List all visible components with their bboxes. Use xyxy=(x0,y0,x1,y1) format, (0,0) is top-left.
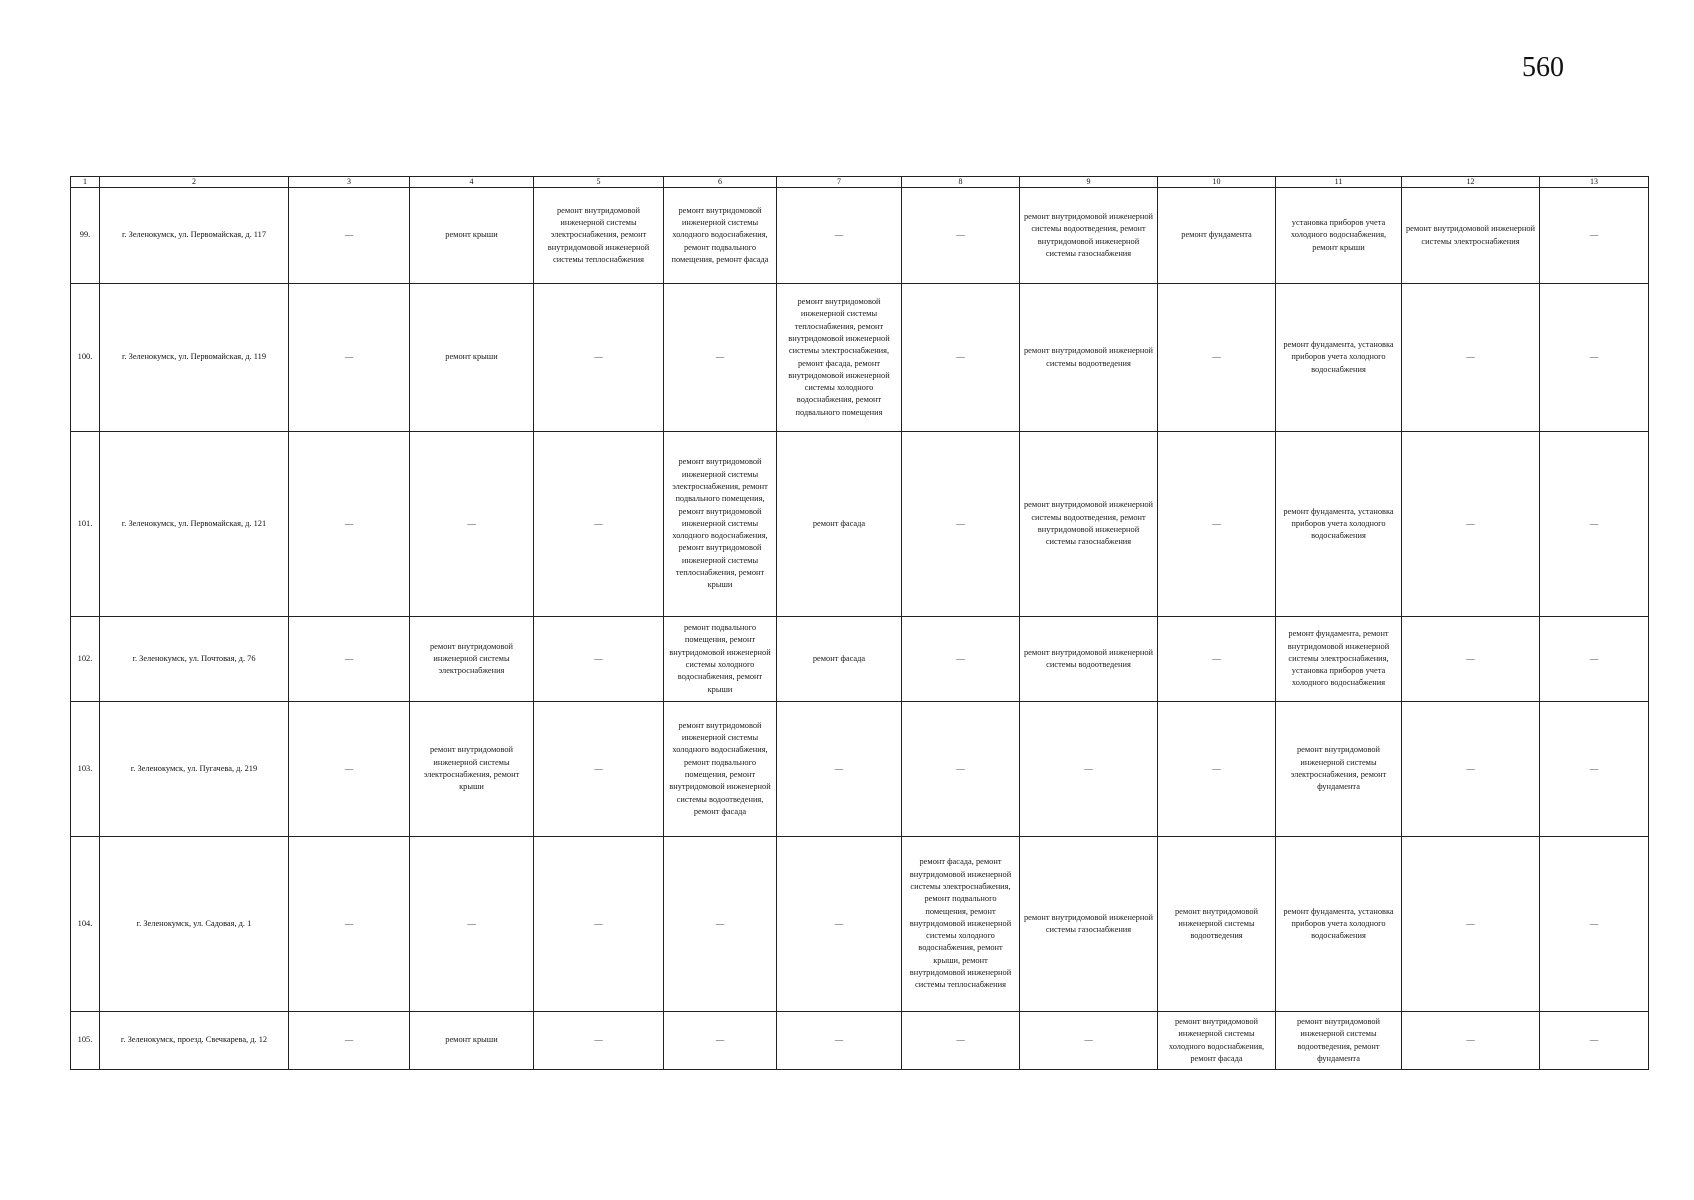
row-number: 100. xyxy=(71,284,100,432)
table-cell: — xyxy=(289,1012,410,1070)
table-cell: — xyxy=(1540,432,1649,617)
table-cell: ремонт внутридомовой инженерной системы водоотведения xyxy=(1020,284,1158,432)
table-cell: ремонт фундамента, установка приборов учета холодного водоснабжения xyxy=(1276,837,1402,1012)
table-cell: — xyxy=(1402,284,1540,432)
table-cell: — xyxy=(777,837,902,1012)
table-cell: — xyxy=(534,617,664,702)
row-number: 103. xyxy=(71,702,100,837)
table-row xyxy=(71,837,1649,1012)
table-cell: — xyxy=(534,837,664,1012)
table-cell: ремонт внутридомовой инженерной системы электроснабжения xyxy=(1402,188,1540,284)
table-cell: — xyxy=(534,1012,664,1070)
table-cell: ремонт внутридомовой инженерной системы водоотведения xyxy=(1020,617,1158,702)
table-cell: — xyxy=(1020,1012,1158,1070)
table-cell: — xyxy=(1158,432,1276,617)
table-cell: — xyxy=(1540,1012,1649,1070)
table-cell: — xyxy=(289,188,410,284)
table-cell: — xyxy=(410,432,534,617)
table-cell: — xyxy=(1402,432,1540,617)
table-cell: ремонт внутридомовой инженерной системы электроснабжения, ремонт крыши xyxy=(410,702,534,837)
row-address: г. Зеленокумск, ул. Садовая, д. 1 xyxy=(100,837,289,1012)
table-row xyxy=(71,617,1649,702)
table-cell: — xyxy=(289,284,410,432)
table-cell: — xyxy=(1158,284,1276,432)
table-row xyxy=(71,702,1649,837)
table-row xyxy=(71,1012,1649,1070)
table-cell: ремонт внутридомовой инженерной системы водоотведения, ремонт фундамента xyxy=(1276,1012,1402,1070)
table-cell: — xyxy=(289,617,410,702)
table-cell: ремонт фасада, ремонт внутридомовой инженерной системы электроснабжения, ремонт подвального помещения, ремонт внутридомовой инженерной системы холодного водоснабжения, ремонт крыши, ремонт внутридомовой инженерной системы теплоснабжения xyxy=(902,837,1020,1012)
table-cell: — xyxy=(1540,188,1649,284)
table-cell: — xyxy=(1540,617,1649,702)
table-row xyxy=(71,284,1649,432)
table-cell: ремонт фасада xyxy=(777,432,902,617)
table-cell: — xyxy=(1158,702,1276,837)
column-header-7: 7 xyxy=(777,177,902,188)
table-cell: ремонт фундамента xyxy=(1158,188,1276,284)
row-number: 105. xyxy=(71,1012,100,1070)
table-cell: ремонт внутридомовой инженерной системы газоснабжения xyxy=(1020,837,1158,1012)
table-cell: — xyxy=(902,188,1020,284)
column-header-6: 6 xyxy=(664,177,777,188)
table-cell: — xyxy=(777,702,902,837)
table-cell: ремонт крыши xyxy=(410,188,534,284)
row-number: 104. xyxy=(71,837,100,1012)
table-cell: — xyxy=(289,837,410,1012)
table-cell: — xyxy=(534,432,664,617)
table-cell: — xyxy=(1402,1012,1540,1070)
column-header-3: 3 xyxy=(289,177,410,188)
table-cell: ремонт внутридомовой инженерной системы электроснабжения xyxy=(410,617,534,702)
table-cell: — xyxy=(1402,837,1540,1012)
table-cell: ремонт внутридомовой инженерной системы холодного водоснабжения, ремонт фасада xyxy=(1158,1012,1276,1070)
table-cell: ремонт крыши xyxy=(410,1012,534,1070)
table-cell: — xyxy=(664,1012,777,1070)
column-header-4: 4 xyxy=(410,177,534,188)
table-cell: ремонт фасада xyxy=(777,617,902,702)
table-cell: — xyxy=(289,702,410,837)
table-cell: — xyxy=(1540,702,1649,837)
row-number: 101. xyxy=(71,432,100,617)
table-cell: ремонт внутридомовой инженерной системы холодного водоснабжения, ремонт подвального помещения, ремонт внутридомовой инженерной системы водоотведения, ремонт фасада xyxy=(664,702,777,837)
table-cell: — xyxy=(902,702,1020,837)
table-cell: — xyxy=(777,1012,902,1070)
table-cell: — xyxy=(902,617,1020,702)
row-number: 99. xyxy=(71,188,100,284)
column-header-5: 5 xyxy=(534,177,664,188)
table-cell: ремонт внутридомовой инженерной системы водоотведения, ремонт внутридомовой инженерной системы газоснабжения xyxy=(1020,188,1158,284)
column-header-11: 11 xyxy=(1276,177,1402,188)
table-cell: — xyxy=(664,284,777,432)
column-header-2: 2 xyxy=(100,177,289,188)
table-cell: ремонт внутридомовой инженерной системы электроснабжения, ремонт фундамента xyxy=(1276,702,1402,837)
table-cell: ремонт внутридомовой инженерной системы электроснабжения, ремонт подвального помещения, ремонт внутридомовой инженерной системы холодного водоснабжения, ремонт внутридомовой инженерной системы теплоснабжения, ремонт крыши xyxy=(664,432,777,617)
row-address: г. Зеленокумск, проезд. Свечкарева, д. 12 xyxy=(100,1012,289,1070)
column-header-12: 12 xyxy=(1402,177,1540,188)
column-header-10: 10 xyxy=(1158,177,1276,188)
column-header-9: 9 xyxy=(1020,177,1158,188)
column-header-1: 1 xyxy=(71,177,100,188)
table-cell: — xyxy=(1540,284,1649,432)
table-cell: — xyxy=(1158,617,1276,702)
table-cell: — xyxy=(410,837,534,1012)
row-address: г. Зеленокумск, ул. Первомайская, д. 119 xyxy=(100,284,289,432)
row-address: г. Зеленокумск, ул. Первомайская, д. 121 xyxy=(100,432,289,617)
table-cell: — xyxy=(1402,702,1540,837)
table-cell: ремонт внутридомовой инженерной системы холодного водоснабжения, ремонт подвального помещения, ремонт фасада xyxy=(664,188,777,284)
table-cell: ремонт внутридомовой инженерной системы водоотведения, ремонт внутридомовой инженерной системы газоснабжения xyxy=(1020,432,1158,617)
table-cell: ремонт фундамента, установка приборов учета холодного водоснабжения xyxy=(1276,432,1402,617)
table-row xyxy=(71,432,1649,617)
table-cell: — xyxy=(902,1012,1020,1070)
table-cell: ремонт крыши xyxy=(410,284,534,432)
table-cell: — xyxy=(534,284,664,432)
table-cell: установка приборов учета холодного водоснабжения, ремонт крыши xyxy=(1276,188,1402,284)
table-cell: — xyxy=(902,284,1020,432)
table-cell: — xyxy=(1540,837,1649,1012)
table-cell: — xyxy=(534,702,664,837)
header-row xyxy=(71,177,1649,188)
page-number: 560 xyxy=(1522,52,1564,83)
row-address: г. Зеленокумск, ул. Первомайская, д. 117 xyxy=(100,188,289,284)
row-address: г. Зеленокумск, ул. Почтовая, д. 76 xyxy=(100,617,289,702)
table-cell: — xyxy=(1402,617,1540,702)
table-cell: ремонт внутридомовой инженерной системы электроснабжения, ремонт внутридомовой инженерной системы теплоснабжения xyxy=(534,188,664,284)
row-address: г. Зеленокумск, ул. Пугачева, д. 219 xyxy=(100,702,289,837)
table-cell: — xyxy=(777,188,902,284)
table-cell: — xyxy=(289,432,410,617)
row-number: 102. xyxy=(71,617,100,702)
table-row xyxy=(71,188,1649,284)
table-cell: ремонт фундамента, ремонт внутридомовой инженерной системы электроснабжения, установка приборов учета холодного водоснабжения xyxy=(1276,617,1402,702)
table-cell: ремонт внутридомовой инженерной системы водоотведения xyxy=(1158,837,1276,1012)
repair-schedule-table xyxy=(70,176,1649,1070)
table-cell: ремонт подвального помещения, ремонт внутридомовой инженерной системы холодного водоснабжения, ремонт крыши xyxy=(664,617,777,702)
table-cell: — xyxy=(902,432,1020,617)
column-header-13: 13 xyxy=(1540,177,1649,188)
table-cell: ремонт внутридомовой инженерной системы теплоснабжения, ремонт внутридомовой инженерной системы электроснабжения, ремонт фасада, ремонт внутридомовой инженерной системы холодного водоснабжения, ремонт подвального помещения xyxy=(777,284,902,432)
column-header-8: 8 xyxy=(902,177,1020,188)
table-cell: ремонт фундамента, установка приборов учета холодного водоснабжения xyxy=(1276,284,1402,432)
table-cell: — xyxy=(1020,702,1158,837)
table-cell: — xyxy=(664,837,777,1012)
